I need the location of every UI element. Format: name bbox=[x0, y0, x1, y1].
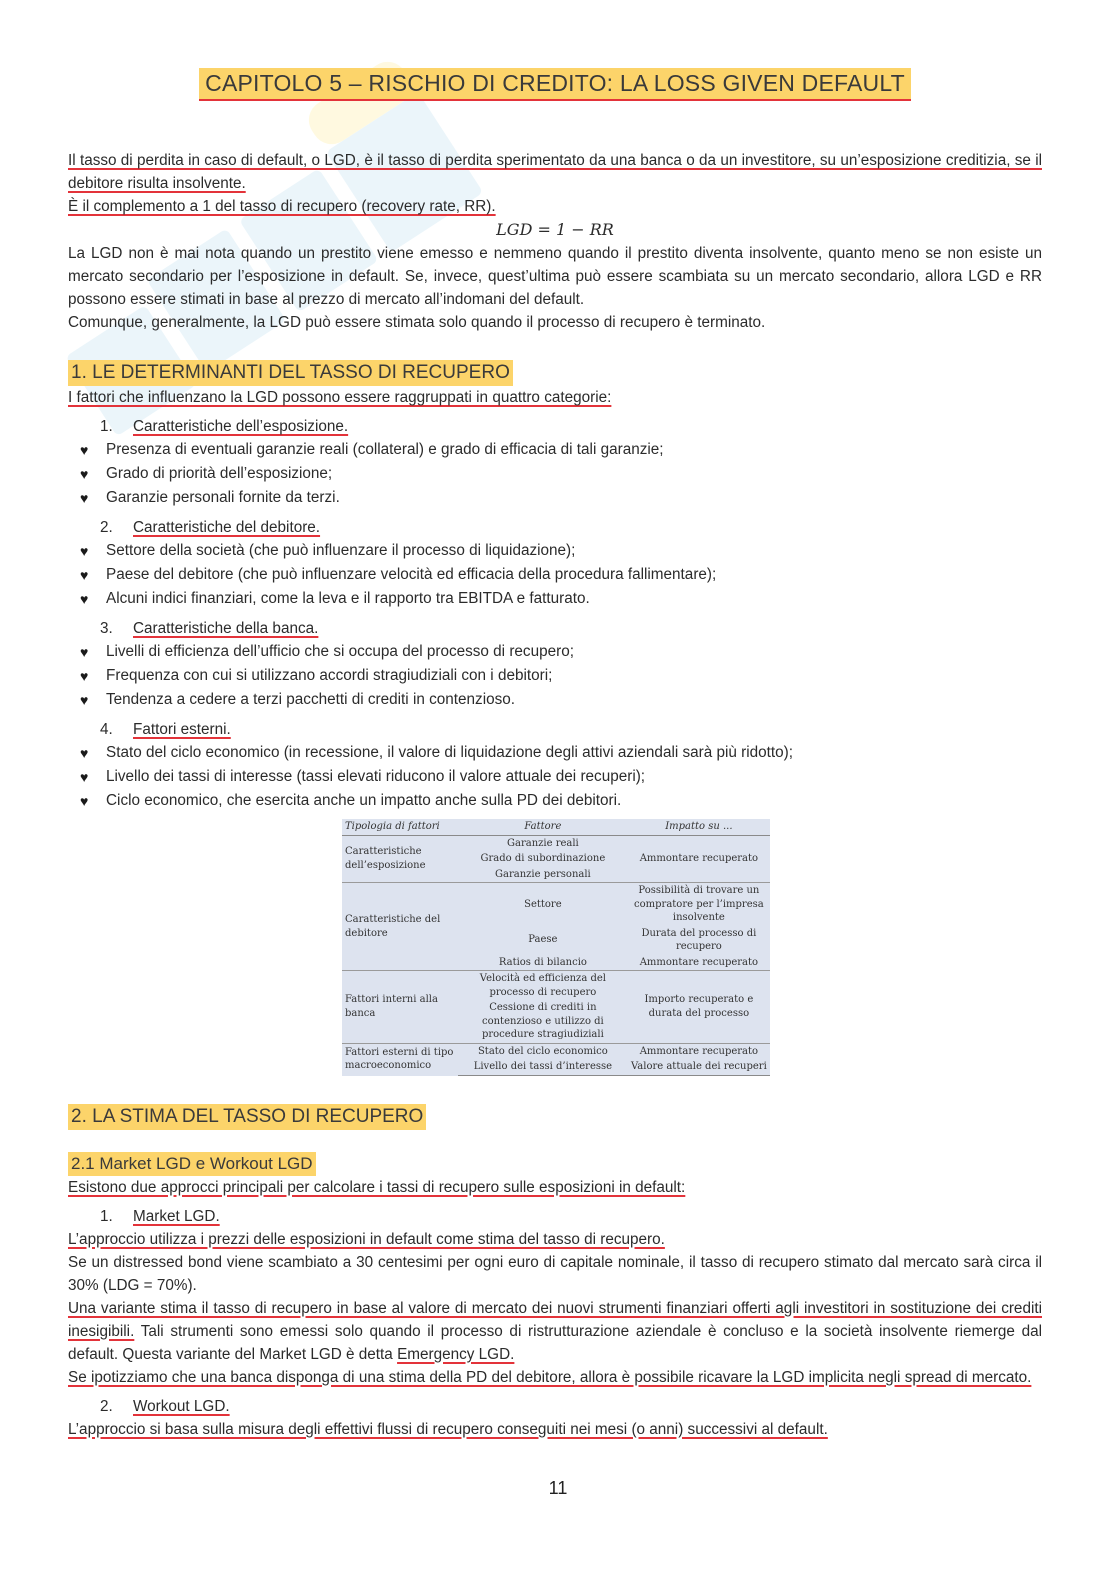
table-cell: Ammontare recuperato bbox=[628, 1043, 770, 1059]
factor-group-2 bbox=[68, 516, 1042, 611]
table-cell: Possibilità di trovare un compratore per l’impresa insolvente bbox=[628, 883, 770, 926]
table-cell: Ammontare recuperato bbox=[639, 853, 759, 864]
table-cell: Grado di subordinazione bbox=[480, 853, 606, 864]
intro-paragraph-3: La LGD non è mai nota quando un prestito viene emesso e nemmeno quando il prestito diventa insolvente, quanto meno se non esiste un mercato secondario per l’esposizione in default. Se, invece, quest’ultima può essere scambiata su un mercato secondario, allora LGD e RR possono essere stimati in base al prezzo di mercato all’indomani del default. bbox=[68, 245, 1042, 308]
table-header: Fattore bbox=[458, 819, 628, 835]
workout-lgd-paragraph-1: L’approccio si basa sulla misura degli effettivi flussi di recupero conseguiti nei mesi (o anni) successivi al default. bbox=[68, 1420, 828, 1438]
table-cell: Garanzie personali bbox=[495, 868, 591, 880]
table-cell: Caratteristiche del debitore bbox=[342, 883, 458, 971]
table-cell: Cessione di crediti in contenzioso e utilizzo di procedure stragiudiziali bbox=[481, 1002, 604, 1040]
list-item: ♥ Settore della società (che può influenzare il processo di liquidazione); bbox=[68, 539, 1042, 563]
list-item: ♥ Alcuni indici finanziari, come la leva e il rapporto tra EBITDA e fatturato. bbox=[68, 587, 1042, 611]
list-item: ♥ Frequenza con cui si utilizzano accordi stragiudiziali con i debitori; bbox=[68, 664, 1042, 688]
table-row bbox=[342, 1043, 770, 1059]
section-2-1-lead-text: Esistono due approcci principali per calcolare i tassi di recupero sulle esposizioni in default: bbox=[68, 1178, 686, 1196]
list-item: ♥ Presenza di eventuali garanzie reali (collateral) e grado di efficacia di tali garanzie; bbox=[68, 438, 1042, 462]
heart-bullet-icon: ♥ bbox=[80, 745, 89, 761]
heart-bullet-icon: ♥ bbox=[80, 793, 89, 809]
factor-group-title: 2. Caratteristiche del debitore. bbox=[100, 519, 321, 536]
table-header: Tipologia di fattori bbox=[342, 819, 458, 835]
table-header-row bbox=[342, 819, 770, 835]
section-1-heading: 1. LE DETERMINANTI DEL TASSO DI RECUPERO bbox=[68, 360, 513, 386]
factors-table-figure bbox=[342, 819, 770, 1076]
list-item: ♥ Ciclo economico, che esercita anche un impatto anche sulla PD dei debitori. bbox=[68, 789, 1042, 813]
heart-bullet-icon: ♥ bbox=[80, 644, 89, 660]
table-cell: Livello dei tassi d’interesse bbox=[458, 1059, 628, 1075]
heart-bullet-icon: ♥ bbox=[80, 769, 89, 785]
heart-bullet-icon: ♥ bbox=[80, 567, 89, 583]
table-row bbox=[342, 835, 770, 851]
table-row bbox=[342, 971, 770, 1001]
heart-bullet-icon: ♥ bbox=[80, 692, 89, 708]
section-1-lead-text: I fattori che influenzano la LGD possono essere raggruppati in quattro categorie: bbox=[68, 389, 612, 406]
list-item: ♥ Tendenza a cedere a terzi pacchetti di crediti in contenzioso. bbox=[68, 688, 1042, 712]
factor-group-title: 1. Caratteristiche dell’esposizione. bbox=[100, 418, 349, 435]
table-cell: Ammontare recuperato bbox=[639, 956, 759, 968]
section-2-1-heading: 2.1 Market LGD e Workout LGD bbox=[68, 1152, 316, 1176]
page-number: 11 bbox=[548, 1478, 568, 1498]
intro-paragraph-4: Comunque, generalmente, la LGD può essere stimata solo quando il processo di recupero è terminato. bbox=[68, 314, 766, 331]
table-cell: Importo recuperato e durata del processo bbox=[628, 971, 770, 1044]
list-item: ♥ Livelli di efficienza dell’ufficio che si occupa del processo di recupero; bbox=[68, 640, 1042, 664]
list-item: ♥ Grado di priorità dell’esposizione; bbox=[68, 462, 1042, 486]
list-item: ♥ Stato del ciclo economico (in recessione, il valore di liquidazione degli attivi aziendali sarà più ridotto); bbox=[68, 741, 1042, 765]
lgd-formula: LGD = 1 − RR bbox=[496, 220, 614, 239]
market-lgd-paragraph-4: Se ipotizziamo che una banca disponga di una stima della PD del debitore, allora è possibile ricavare la LGD implicita negli spread di mercato. bbox=[68, 1368, 1032, 1386]
table-cell: Settore bbox=[458, 883, 628, 926]
factor-group-title: 4. Fattori esterni. bbox=[100, 721, 231, 738]
table-cell: Caratteristiche dell’esposizione bbox=[345, 846, 426, 871]
table-row bbox=[342, 883, 770, 926]
factor-group-4 bbox=[68, 718, 1042, 813]
list-item: ♥ Livello dei tassi di interesse (tassi elevati riducono il valore attuale dei recuperi); bbox=[68, 765, 1042, 789]
document-page bbox=[68, 68, 1042, 1441]
market-lgd-title: 1. Market LGD. bbox=[100, 1207, 220, 1225]
heart-bullet-icon: ♥ bbox=[80, 591, 89, 607]
factors-table bbox=[342, 819, 770, 1076]
heart-bullet-icon: ♥ bbox=[80, 442, 89, 458]
chapter-title: CAPITOLO 5 – RISCHIO DI CREDITO: LA LOSS GIVEN DEFAULT bbox=[199, 68, 911, 101]
table-cell: Garanzie reali bbox=[507, 837, 579, 849]
factor-group-title: 3. Caratteristiche della banca. bbox=[100, 620, 319, 637]
intro-paragraph-2 bbox=[68, 195, 1042, 218]
table-cell: Fattori interni alla banca bbox=[342, 971, 458, 1044]
table-header: Impatto su ... bbox=[628, 819, 770, 835]
chapter-title-wrap bbox=[68, 68, 1042, 101]
heart-bullet-icon: ♥ bbox=[80, 543, 89, 559]
table-cell: Ratios di bilancio bbox=[498, 956, 587, 968]
market-lgd-paragraph-2: Se un distressed bond viene scambiato a 30 centesimi per ogni euro di capitale nominale, il tasso di recupero stimato dal mercato sarà circa il 30% (LDG = 70%). bbox=[68, 1253, 1042, 1294]
table-cell: Valore attuale dei recuperi bbox=[628, 1059, 770, 1075]
emergency-lgd-term: Emergency LGD. bbox=[397, 1345, 515, 1363]
section-2-1-lead bbox=[68, 1176, 1042, 1199]
factor-group-1 bbox=[68, 415, 1042, 510]
factor-group-3 bbox=[68, 617, 1042, 712]
market-lgd-paragraph-1: L’approccio utilizza i prezzi delle esposizioni in default come stima del tasso di recupero. bbox=[68, 1230, 665, 1248]
market-lgd-paragraph-3: Una variante stima il tasso di recupero in base al valore di mercato dei nuovi strumenti finanziari offerti agli investitori in sostituzione dei crediti inesigibili. Tali strumenti sono emessi solo quando il processo di ristrutturazione aziendale è concluso e la società insolvente riemerge dal default. Questa variante del Market LGD è detta Emergency LGD. bbox=[68, 1299, 1042, 1363]
intro-p1-text: Il tasso di perdita in caso di default, o LGD, è il tasso di perdita sperimentato da una banca o da un investitore, su un’esposizione creditizia, se il debitore risulta insolvente. bbox=[68, 152, 1042, 192]
table-cell: Velocità ed efficienza del processo di recupero bbox=[458, 971, 628, 1001]
list-item: ♥ Paese del debitore (che può influenzare velocità ed efficacia della procedura fallimentare); bbox=[68, 563, 1042, 587]
table-cell: Paese bbox=[528, 934, 558, 946]
workout-lgd-title: 2. Workout LGD. bbox=[100, 1397, 230, 1415]
heart-bullet-icon: ♥ bbox=[80, 490, 89, 506]
heart-bullet-icon: ♥ bbox=[80, 466, 89, 482]
table-cell: Fattori esterni di tipo macroeconomico bbox=[342, 1043, 458, 1075]
section-1-lead bbox=[68, 386, 1042, 409]
section-2-heading: 2. LA STIMA DEL TASSO DI RECUPERO bbox=[68, 1104, 426, 1130]
list-item: ♥ Garanzie personali fornite da terzi. bbox=[68, 486, 1042, 510]
intro-paragraph-1 bbox=[68, 149, 1042, 195]
table-cell: Durata del processo di recupero bbox=[641, 927, 757, 952]
heart-bullet-icon: ♥ bbox=[80, 668, 89, 684]
intro-p2-text: È il complemento a 1 del tasso di recupero (recovery rate, RR). bbox=[68, 198, 496, 215]
table-cell: Stato del ciclo economico bbox=[458, 1043, 628, 1059]
